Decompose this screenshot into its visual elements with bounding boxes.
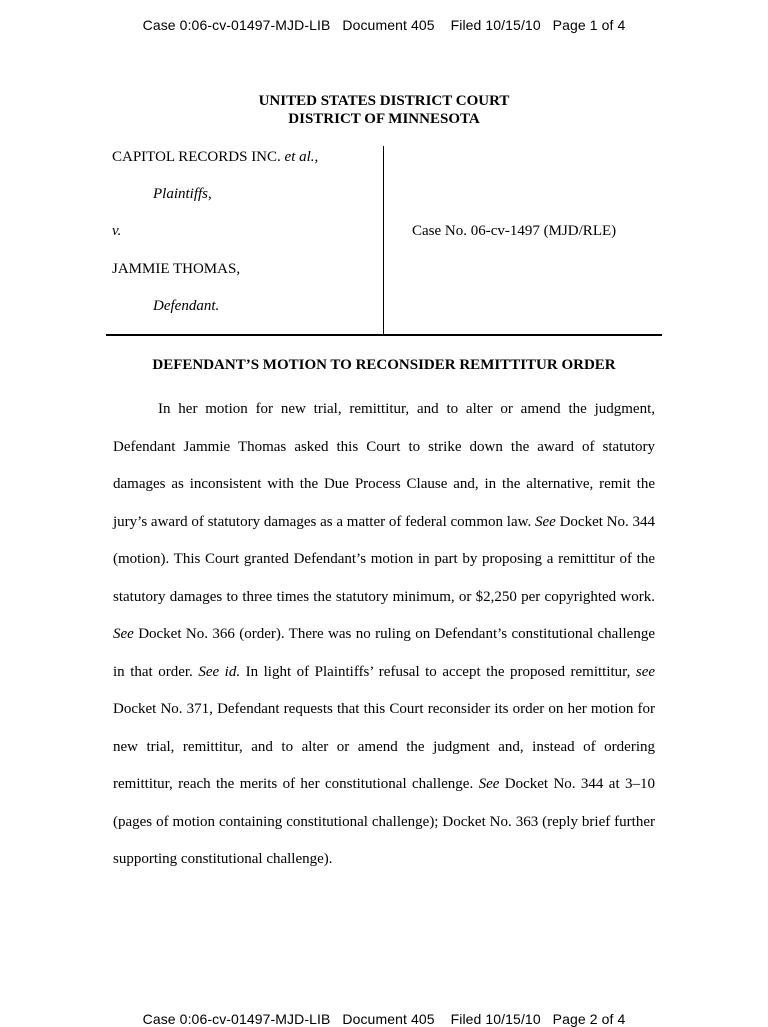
plaintiff-suffix: , (314, 149, 319, 165)
court-district: DISTRICT OF MINNESOTA (288, 111, 480, 127)
citation-signal: See id. (198, 663, 241, 680)
plaintiff-etal: et al. (284, 149, 315, 165)
case-caption (106, 146, 662, 336)
body-text-run: Docket No. 371, Defendant requests that this Court reconsider its order on her motion for new trial, remittitur, and to alter or amend the judgment and, instead of ordering remittitur, reach the merits of her constitutional challenge. (113, 701, 655, 792)
plaintiff-name: CAPITOL RECORDS INC. (112, 149, 281, 165)
defendant-role: Defendant. (153, 298, 220, 314)
citation-signal: see (635, 663, 656, 680)
next-page-header-stamp: Case 0:06-cv-01497-MJD-LIB Document 405 Filed 10/15/10 Page 2 of 4 (142, 1011, 626, 1027)
document-title: DEFENDANT’S MOTION TO RECONSIDER REMITTITUR ORDER (152, 357, 616, 373)
case-header-stamp: Case 0:06-cv-01497-MJD-LIB Document 405 Filed 10/15/10 Page 1 of 4 (142, 17, 626, 33)
body-text-run: In light of Plaintiffs’ refusal to accept the proposed remittitur, (240, 663, 636, 680)
versus: v. (112, 223, 122, 239)
citation-signal: See (113, 626, 134, 642)
body-text-run: Docket No. 366 (order). There was no ruling on Defendant’s constitutional challenge in that order. (113, 626, 655, 680)
citation-signal: See (478, 776, 500, 792)
body-text-run: Docket No. 344 (motion). This Court granted Defendant’s motion in part by proposing a remittitur of the statutory damages to three times the statutory minimum, or $2,250 per copyrighted work. (113, 513, 656, 605)
plaintiff-line (112, 149, 318, 166)
citation-signal: See (534, 513, 556, 530)
caption-divider (383, 146, 384, 334)
plaintiff-role: Plaintiffs, (153, 186, 212, 202)
case-number: Case No. 06-cv-1497 (MJD/RLE) (412, 223, 617, 239)
court-heading (0, 92, 768, 128)
body-text-run: In her motion for new trial, remittitur, and to alter or amend the judgment, Defendant Jammie Thomas asked this Court to strike down the award of statutory damages as inconsistent with the Due Process Clause and, in the alternative, remit the jury’s award of statutory damages as a matter of federal common law. (113, 401, 655, 530)
body-text-run: Docket No. 344 at 3–10 (pages of motion containing constitutional challenge); Docket No. 363 (reply brief further supporting constitutional challenge). (113, 776, 655, 867)
defendant-name: JAMMIE THOMAS, (112, 261, 241, 277)
body-text (113, 391, 655, 879)
court-name: UNITED STATES DISTRICT COURT (258, 93, 510, 109)
body-paragraph (113, 391, 655, 879)
